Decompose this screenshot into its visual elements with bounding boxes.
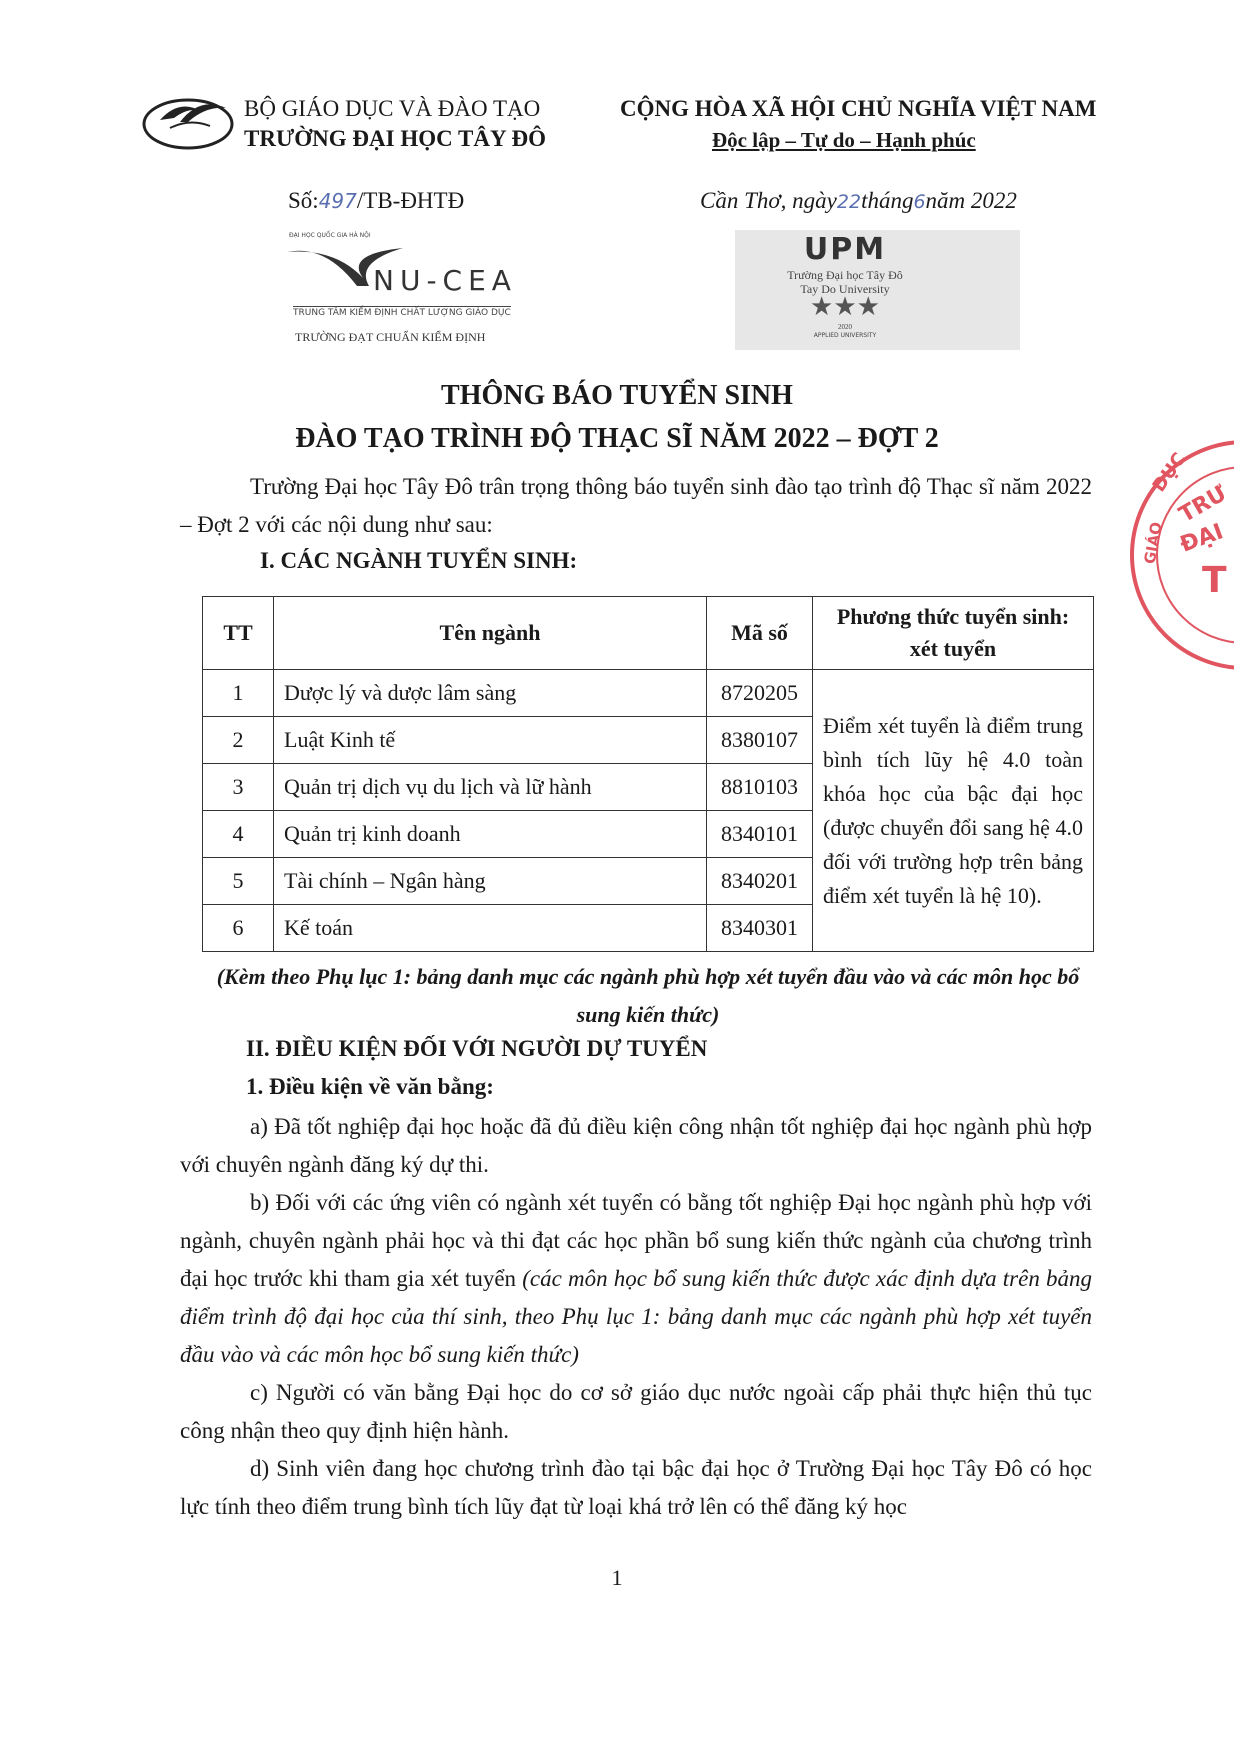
doc-no-prefix: Số: (288, 188, 319, 213)
section-2-heading: II. ĐIỀU KIỆN ĐỐI VỚI NGƯỜI DỰ TUYỂN (246, 1036, 708, 1061)
nucea-top-text: ĐẠI HỌC QUỐC GIA HÀ NỘI (289, 232, 371, 239)
row-name: Quản trị dịch vụ du lịch và lữ hành (274, 764, 707, 811)
section-2-sub1: 1. Điều kiện về văn bằng: (246, 1074, 494, 1099)
section-1-heading: I. CÁC NGÀNH TUYỂN SINH: (260, 548, 578, 573)
upm-year: 2020 (838, 323, 852, 331)
notice-subtitle: ĐÀO TẠO TRÌNH ĐỘ THẠC SĨ NĂM 2022 – ĐỢT 2 (295, 423, 939, 454)
condition-b-main: b) Đối với các ứng viên có ngành xét tuyển có bằng tốt nghiệp Đại học ngành phù hợp với ngành, chuyên ngành phải học và thi đạt các học phần bổ sung kiến thức ngành của chương trình đại học trước khi tham gia xét tuyển (180, 1190, 1092, 1291)
date-year: năm 2022 (925, 188, 1017, 213)
row-tt: 1 (203, 670, 274, 717)
appendix-note: (Kèm theo Phụ lục 1: bảng danh mục các ngành phù hợp xét tuyển đầu vào và các môn học bổ sung kiến thức) (216, 964, 1080, 1027)
upm-stars-icon: ★★★ (810, 292, 880, 321)
university-logo (140, 92, 236, 152)
official-stamp (1130, 440, 1234, 670)
condition-b (180, 1184, 1092, 1374)
doc-no-handwritten: 497 (318, 189, 357, 213)
table-header-row (203, 597, 1094, 670)
row-code: 8340301 (707, 905, 813, 952)
nucea-subtitle: TRUNG TÂM KIỂM ĐỊNH CHẤT LƯỢNG GIÁO DỤC (293, 308, 511, 318)
doc-no-suffix: /TB-ĐHTĐ (356, 188, 465, 213)
notice-title: THÔNG BÁO TUYỂN SINH (441, 380, 793, 411)
university-name: TRƯỜNG ĐẠI HỌC TÂY ĐÔ (244, 126, 546, 151)
row-code: 8720205 (707, 670, 813, 717)
row-tt: 6 (203, 905, 274, 952)
upm-line1: Trường Đại học Tây Đô (787, 268, 903, 282)
condition-c: c) Người có văn bằng Đại học do cơ sở giáo dục nước ngoài cấp phải thực hiện thủ tục công nhận theo quy định hiện hành. (180, 1380, 1092, 1443)
national-motto: Độc lập – Tự do – Hạnh phúc (712, 128, 976, 152)
header-name: Tên ngành (274, 597, 707, 670)
row-code: 8380107 (707, 717, 813, 764)
document-number (288, 188, 464, 214)
header-code: Mã số (707, 597, 813, 670)
row-code: 8340101 (707, 811, 813, 858)
row-name: Kế toán (274, 905, 707, 952)
majors-table (202, 596, 1094, 952)
stamp-text-3: ĐẠI (1177, 519, 1227, 558)
stamp-text-2: TRƯ (1175, 481, 1232, 528)
condition-b-italic: (các môn học bổ sung kiến thức được xác định dựa trên bảng điểm trình độ đại học của thí sinh, theo Phụ lục 1: bảng danh mục các ngành phù hợp xét tuyển đầu vào và các môn học bổ sung kiến thức) (180, 1266, 1092, 1367)
row-tt: 5 (203, 858, 274, 905)
nucea-accredited: TRƯỜNG ĐẠT CHUẨN KIỂM ĐỊNH (295, 330, 486, 344)
date-prefix: Cần Thơ, ngày (700, 188, 837, 213)
row-code: 8340201 (707, 858, 813, 905)
upm-rating: APPLIED UNIVERSITY (813, 332, 877, 339)
date-month: 6 (913, 191, 926, 213)
header-tt: TT (203, 597, 274, 670)
page-number: 1 (611, 1565, 623, 1590)
row-tt: 3 (203, 764, 274, 811)
row-code: 8810103 (707, 764, 813, 811)
document-date (700, 188, 1017, 214)
nucea-name: NU-CEA (373, 264, 517, 297)
table-row (203, 670, 1094, 717)
stamp-text-1: DỤC (1148, 448, 1191, 497)
header-method: Phương thức tuyển sinh: xét tuyển (813, 597, 1094, 670)
stamp-text-4: GIÁO (1140, 520, 1166, 566)
stamp-text-5: T (1202, 560, 1227, 601)
ministry-name: BỘ GIÁO DỤC VÀ ĐÀO TẠO (244, 96, 541, 121)
upm-line2: Tay Do University (800, 282, 890, 296)
upm-name: UPM (803, 232, 887, 267)
nucea-logo (285, 230, 545, 350)
upm-logo (735, 230, 1020, 350)
row-tt: 2 (203, 717, 274, 764)
method-note: Điểm xét tuyển là điểm trung bình tích lũy hệ 4.0 toàn khóa học của bậc đại học (được chuyển đổi sang hệ 4.0 đối với trường hợp trên bảng điểm xét tuyển là hệ 10). (813, 670, 1094, 952)
row-name: Luật Kinh tế (274, 717, 707, 764)
intro-paragraph: Trường Đại học Tây Đô trân trọng thông báo tuyển sinh đào tạo trình độ Thạc sĩ năm 2022 – Đợt 2 với các nội dung như sau: (180, 474, 1092, 537)
condition-d: d) Sinh viên đang học chương trình đào tại bậc đại học ở Trường Đại học Tây Đô có học lực tính theo điểm trung bình tích lũy đạt từ loại khá trở lên có thể đăng ký học (180, 1456, 1092, 1519)
date-month-label: tháng (861, 188, 914, 213)
row-tt: 4 (203, 811, 274, 858)
condition-a: a) Đã tốt nghiệp đại học hoặc đã đủ điều kiện công nhận tốt nghiệp đại học ngành phù hợp với chuyên ngành đăng ký dự thi. (180, 1114, 1092, 1177)
row-name: Quản trị kinh doanh (274, 811, 707, 858)
row-name: Tài chính – Ngân hàng (274, 858, 707, 905)
republic-name: CỘNG HÒA XÃ HỘI CHỦ NGHĨA VIỆT NAM (620, 96, 1097, 121)
row-name: Dược lý và dược lâm sàng (274, 670, 707, 717)
date-day: 22 (836, 191, 862, 213)
